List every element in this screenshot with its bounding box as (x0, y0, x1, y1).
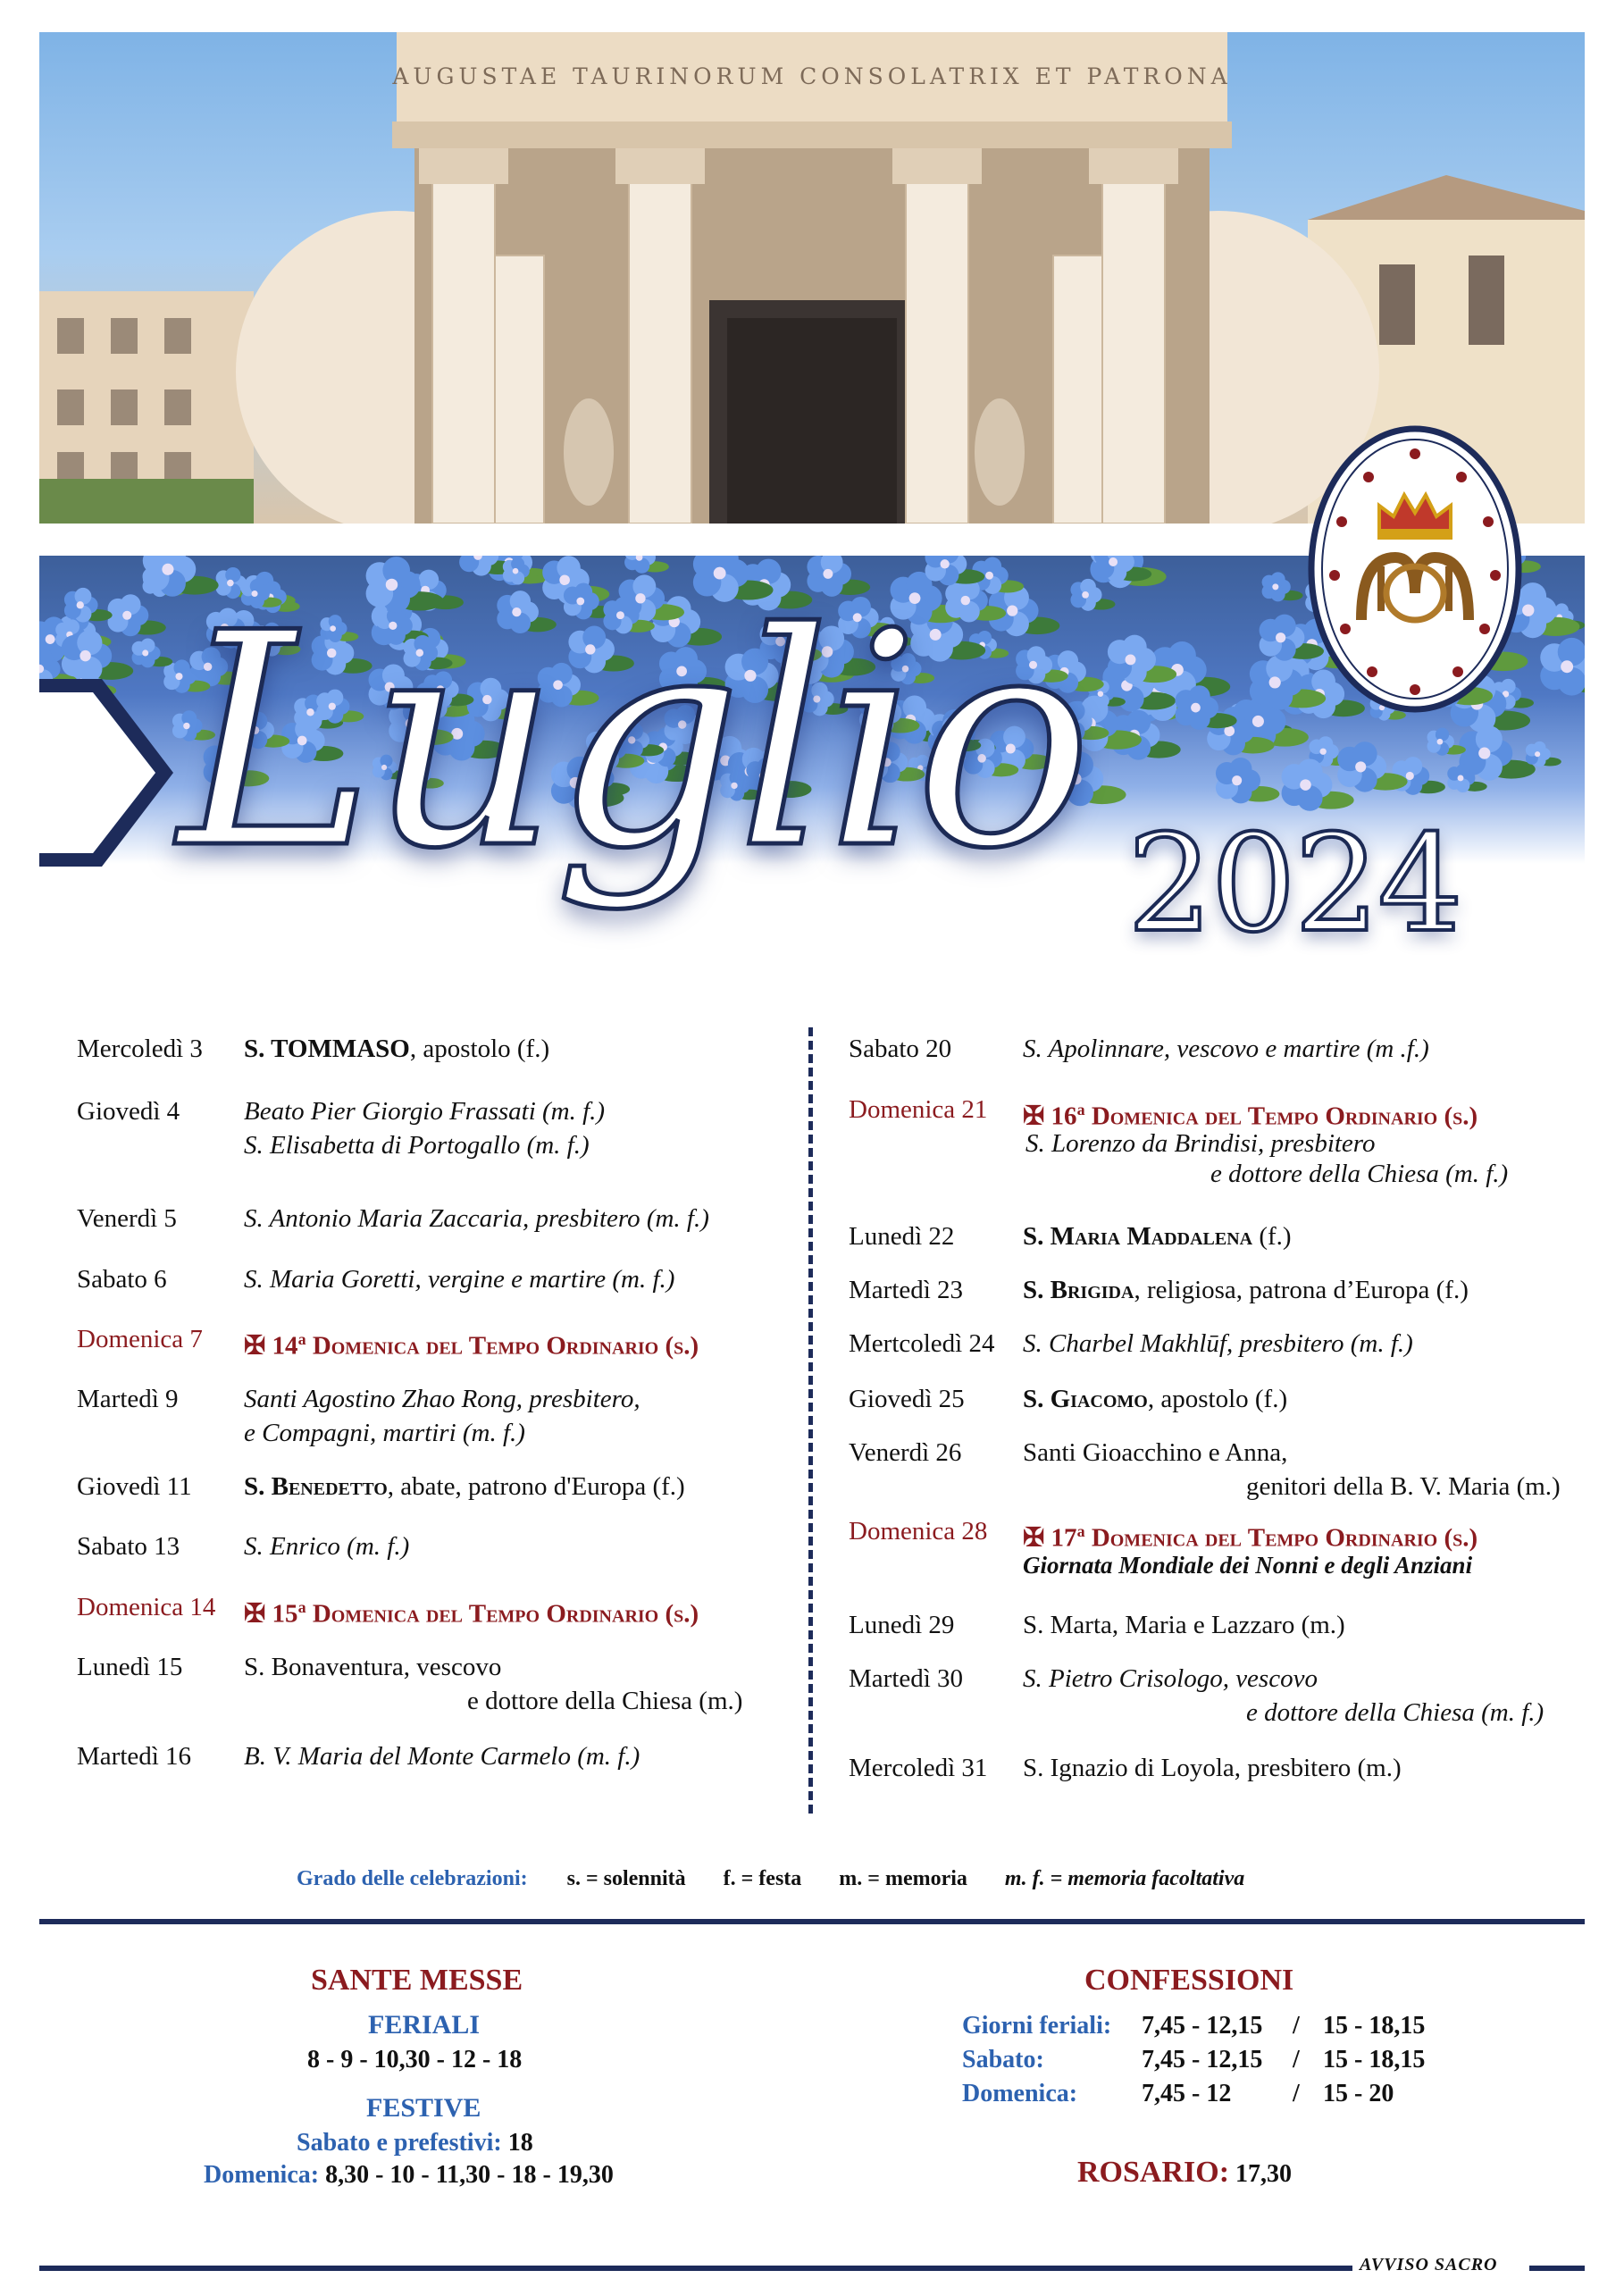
celebration-part: S. Ignazio di Loyola, presbitero (m.) (1023, 1754, 1402, 1782)
legend-item: s. = solennità (566, 1867, 686, 1890)
flower-icon (64, 588, 113, 623)
legend-item: m. = memoria (839, 1867, 967, 1890)
confessioni-afternoon: 15 - 18,15 (1323, 2046, 1426, 2073)
confessioni-day: Giorni feriali: (962, 2012, 1112, 2040)
celebration-part: ✠ 16 (1023, 1102, 1077, 1131)
calendar-day: Lunedì 22 (849, 1222, 955, 1251)
calendar-celebration (1023, 1608, 1345, 1642)
calendar-day: Venerdì 26 (849, 1438, 962, 1467)
calendar-day: Giovedì 11 (77, 1472, 192, 1501)
feriali-times: 8 - 9 - 10,30 - 12 - 18 (307, 2046, 523, 2073)
calendar-day: Domenica 28 (849, 1517, 988, 1546)
confessioni-morning: 7,45 - 12,15 (1142, 2046, 1263, 2073)
celebration-part: S. Maria Maddalena (1023, 1222, 1253, 1251)
calendar-day: Giovedì 4 (77, 1097, 180, 1126)
sabato-times: 18 (507, 2129, 533, 2157)
calendar-day: Martedì 9 (77, 1385, 179, 1413)
calendar-celebration (1023, 1662, 1318, 1696)
celebration-part: S. Antonio Maria Zaccaria, presbitero (m. f.) (244, 1204, 709, 1233)
calendar-celebration-line3: e dottore della Chiesa (m. f.) (1210, 1160, 1509, 1188)
celebration-part: , abate, patrono d'Europa (f.) (387, 1472, 685, 1501)
chevron-arrow-icon (39, 679, 173, 867)
legend (297, 1867, 1369, 1903)
calendar-celebration (1023, 1436, 1287, 1470)
calendar-celebration (244, 1382, 640, 1416)
confessioni-separator: / (1293, 2012, 1300, 2040)
celebration-part: Santi Gioacchino e Anna, (1023, 1438, 1288, 1467)
celebration-part: S. Maria Goretti, vergine e martire (m. f.) (244, 1265, 675, 1294)
calendar-celebration (1023, 1219, 1292, 1253)
celebration-part: S. Apolinnare, vescovo e martire (m .f.) (1023, 1035, 1429, 1063)
calendar-day: Mercoledì 31 (849, 1754, 988, 1782)
celebration-part: a (1076, 1522, 1085, 1540)
celebration-part: S. Bonaventura, vescovo (244, 1653, 502, 1681)
confessioni-day: Domenica: (962, 2080, 1078, 2107)
celebration-part: Domenica del Tempo Ordinario (s.) (1084, 1523, 1478, 1553)
calendar-celebration-line2: Giornata Mondiale dei Nonni e degli Anziani (1023, 1552, 1473, 1579)
calendar-celebration-line2: S. Elisabetta di Portogallo (m. f.) (244, 1131, 590, 1160)
calendar-day: Venerdì 5 (77, 1204, 177, 1233)
celebration-part: (f.) (1252, 1222, 1292, 1251)
calendar-celebration (244, 1590, 699, 1631)
calendar-celebration (244, 1262, 674, 1296)
sabato-label: Sabato e prefestivi: (297, 2129, 502, 2157)
messe-title: SANTE MESSE (311, 1964, 523, 1997)
legend-item: f. = festa (723, 1867, 802, 1890)
confessioni-separator: / (1293, 2046, 1300, 2073)
celebration-part: ✠ 17 (1023, 1523, 1077, 1553)
calendar-day: Domenica 14 (77, 1593, 216, 1621)
celebration-part: Santi Agostino Zhao Rong, presbitero, (244, 1385, 640, 1413)
footer-rule (39, 2266, 1352, 2271)
celebration-part: S. Marta, Maria e Lazzaro (m.) (1023, 1611, 1345, 1639)
divider-rule (39, 1919, 1585, 1924)
confessioni-afternoon: 15 - 20 (1323, 2080, 1394, 2107)
calendar-day: Sabato 20 (849, 1035, 952, 1063)
calendar-celebration (244, 1529, 409, 1563)
calendar-celebration (1023, 1382, 1287, 1416)
confessioni-title: CONFESSIONI (1084, 1964, 1294, 1997)
celebration-part: B. V. Maria del Monte Carmelo (m. f.) (244, 1742, 640, 1771)
flower-icon (62, 630, 133, 682)
calendar-celebration-line2: genitori della B. V. Maria (m.) (1246, 1472, 1561, 1501)
celebration-part: Domenica del Tempo Ordinario (s.) (306, 1599, 699, 1629)
celebration-part: ✠ 14 (244, 1331, 298, 1361)
domenica-label: Domenica: (204, 2161, 320, 2189)
confessioni-day: Sabato: (962, 2046, 1044, 2073)
celebration-part: S. Enrico (m. f.) (244, 1532, 410, 1561)
flower-icon (132, 639, 173, 668)
celebration-part: a (297, 1330, 306, 1348)
calendar-celebration-line2: e Compagni, martiri (m. f.) (244, 1419, 525, 1447)
confessioni-afternoon: 15 - 18,15 (1323, 2012, 1426, 2040)
legend-label: Grado delle celebrazioni: (297, 1867, 528, 1890)
flower-icon (1526, 741, 1561, 767)
celebration-part: S. Giacomo (1023, 1385, 1148, 1413)
calendar-day: Sabato 13 (77, 1532, 180, 1561)
calendar-celebration-line2: e dottore della Chiesa (m. f.) (1246, 1698, 1544, 1727)
rosario-time: 17,30 (1235, 2160, 1293, 2188)
calendar-celebration (244, 1322, 699, 1363)
title-year: 2024 (1127, 807, 1461, 962)
celebration-part: a (1076, 1101, 1085, 1118)
calendar-celebration (244, 1202, 709, 1236)
celebration-part: S. Brigida (1023, 1276, 1134, 1304)
calendar-day: Lunedì 15 (77, 1653, 183, 1681)
calendar-day: Giovedì 25 (849, 1385, 965, 1413)
celebration-part: S. Benedetto (244, 1472, 388, 1501)
calendar-celebration (244, 1470, 685, 1504)
calendar-celebration (244, 1650, 501, 1684)
calendar-day: Mertcoledì 24 (849, 1329, 995, 1358)
flower-icon (1262, 572, 1303, 601)
column-divider (808, 1027, 813, 1814)
celebration-part: , apostolo (f.) (1147, 1385, 1288, 1413)
calendar-celebration (244, 1094, 605, 1128)
domenica-times: 8,30 - 10 - 11,30 - 18 - 19,30 (325, 2161, 614, 2189)
celebration-part: a (297, 1598, 306, 1616)
feriali-label: FERIALI (368, 2010, 481, 2040)
confessioni-morning: 7,45 - 12 (1142, 2080, 1232, 2107)
marian-emblem-icon (1306, 423, 1524, 715)
celebration-part: Beato Pier Giorgio Frassati (m. f.) (244, 1097, 606, 1126)
flower-icon (1216, 758, 1279, 803)
calendar-day: Domenica 7 (77, 1325, 203, 1353)
calendar-celebration (244, 1739, 640, 1773)
celebration-part: , apostolo (f.) (409, 1035, 550, 1063)
celebration-part: S. Charbel Makhlūf, presbitero (m. f.) (1023, 1329, 1413, 1358)
calendar-celebration-line2: e dottore della Chiesa (m.) (467, 1687, 743, 1715)
celebration-part: S. Pietro Crisologo, vescovo (1023, 1664, 1318, 1693)
celebration-part: ✠ 15 (244, 1599, 298, 1629)
calendar-celebration (1023, 1273, 1469, 1307)
legend-item: m. f. = memoria facoltativa (1004, 1867, 1245, 1890)
calendar-celebration (1023, 1751, 1402, 1785)
footer-rule-end (1529, 2266, 1585, 2271)
confessioni-separator: / (1293, 2080, 1300, 2107)
flower-icon (1540, 638, 1585, 696)
calendar-day: Martedì 23 (849, 1276, 964, 1304)
calendar-day: Martedì 16 (77, 1742, 192, 1771)
calendar-celebration-line2: S. Lorenzo da Brindisi, presbitero (1025, 1129, 1376, 1158)
celebration-part: Domenica del Tempo Ordinario (s.) (306, 1331, 699, 1361)
rosario-label: ROSARIO: (1077, 2156, 1230, 2189)
calendar-day: Martedì 30 (849, 1664, 964, 1693)
festive-label: FESTIVE (366, 2093, 481, 2123)
confessioni-morning: 7,45 - 12,15 (1142, 2012, 1263, 2040)
calendar-celebration (244, 1032, 549, 1066)
flower-icon (1176, 685, 1237, 730)
celebration-part: , religiosa, patrona d’Europa (f.) (1134, 1276, 1469, 1304)
calendar-celebration (1023, 1327, 1413, 1361)
calendar-day: Domenica 21 (849, 1095, 988, 1124)
title-month: Luglio (179, 570, 1087, 913)
calendar-day: Sabato 6 (77, 1265, 167, 1294)
celebration-part: Domenica del Tempo Ordinario (s.) (1084, 1102, 1478, 1131)
flower-icon (108, 594, 166, 636)
calendar-celebration (1023, 1032, 1429, 1066)
facade-inscription: AUGUSTAE TAURINORUM CONSOLATRIX ET PATRONA (392, 63, 1232, 89)
calendar-day: Mercoledì 3 (77, 1035, 203, 1063)
calendar-day: Lunedì 29 (849, 1611, 955, 1639)
avviso-sacro: AVVISO SACRO (1360, 2255, 1498, 2274)
celebration-part: S. TOMMASO (244, 1035, 410, 1063)
